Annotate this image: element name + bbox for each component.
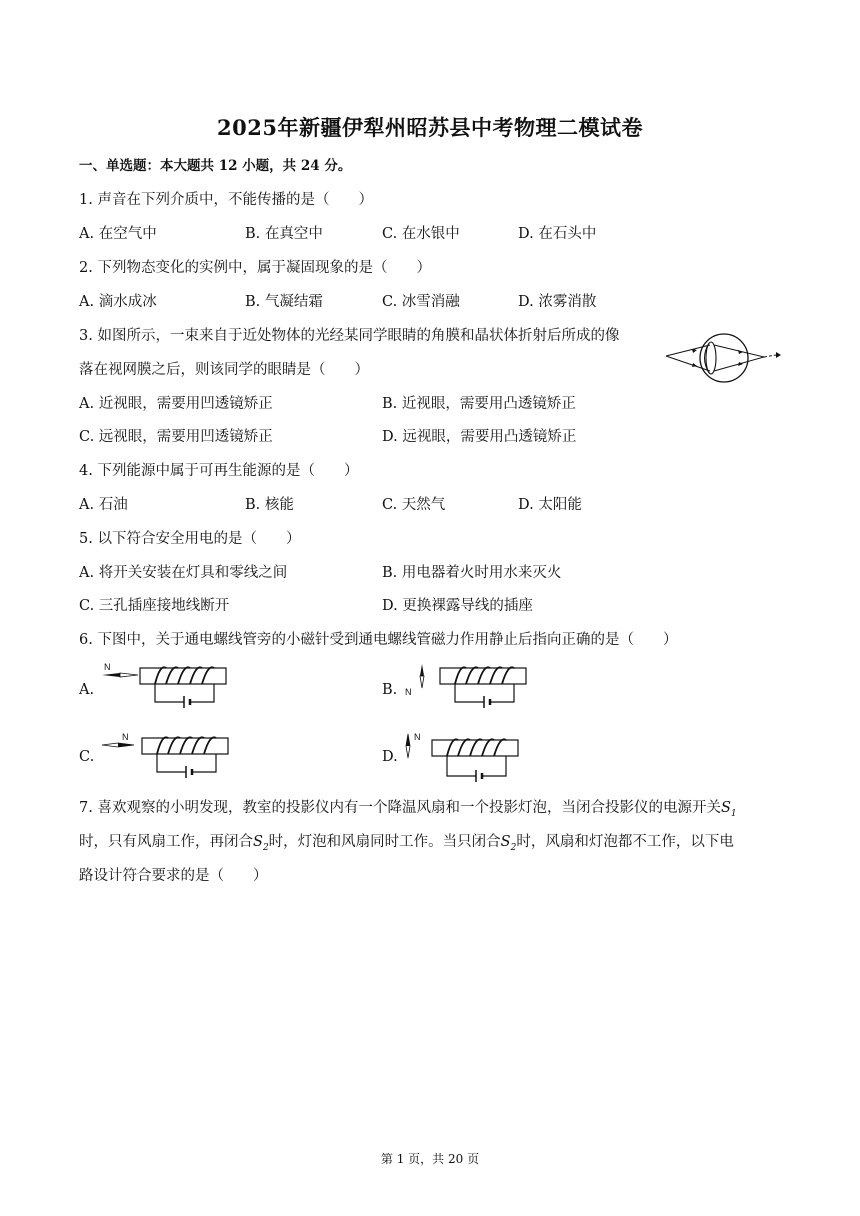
q4-option-d: D. 太阳能 — [518, 497, 582, 513]
q3-option-a: A. 近视眼，需要用凹透镜矫正 — [79, 396, 273, 412]
question-6-stem: 6. 下图中，关于通电螺线管旁的小磁针受到通电螺线管磁力作用静止后指向正确的是（ ） — [79, 632, 678, 648]
q5-option-c: C. 三孔插座接地线断开 — [79, 598, 230, 614]
q1-option-c: C. 在水银中 — [382, 226, 460, 242]
question-3-stem-line2: 落在视网膜之后，则该同学的眼睛是（ ） — [79, 362, 369, 378]
question-3-stem-line1: 3. 如图所示，一束来自于近处物体的光经某同学眼睛的角膜和晶状体折射后所成的像 — [79, 328, 620, 344]
eye-lens-diagram — [664, 330, 784, 386]
q2-option-a: A. 滴水成冰 — [79, 294, 157, 310]
q7-line2-c: 时，风扇和灯泡都不工作，以下电 — [516, 834, 734, 850]
question-7-line1 — [79, 798, 737, 824]
needle-n-label-d: N — [414, 732, 421, 742]
switch-s2-symbol: $S_2$ — [253, 834, 269, 853]
q6-option-b-label: B. — [382, 682, 398, 698]
switch-s2-symbol-2: $S_2$ — [500, 834, 517, 853]
q6-option-d-label: D. — [382, 749, 398, 765]
q6-solenoid-c — [100, 730, 232, 782]
question-2-stem: 2. 下列物态变化的实例中，属于凝固现象的是（ ） — [79, 260, 431, 276]
q2-option-d: D. 浓雾消散 — [518, 294, 597, 310]
q5-option-b: B. 用电器着火时用水来灭火 — [382, 565, 562, 581]
needle-n-label-b: N — [405, 687, 412, 697]
q1-option-b: B. 在真空中 — [245, 226, 323, 242]
question-5-stem: 5. 以下符合安全用电的是（ ） — [79, 531, 301, 547]
page-title: 2025年新疆伊犁州昭苏县中考物理二模试卷 — [217, 115, 643, 140]
q2-option-b: B. 气凝结霜 — [245, 294, 323, 310]
q1-option-d: D. 在石头中 — [518, 226, 597, 242]
q6-solenoid-b — [402, 660, 532, 712]
question-7-line3: 路设计符合要求的是（ ） — [79, 868, 268, 884]
q6-option-a-label: A. — [79, 682, 95, 698]
q7-line1-text: 7. 喜欢观察的小明发现，教室的投影仪内有一个降温风扇和一个投影灯泡，当闭合投影仪的电源开关 — [79, 800, 721, 816]
q5-option-d: D. 更换裸露导线的插座 — [382, 598, 533, 614]
q3-option-b: B. 近视眼，需要用凸透镜矫正 — [382, 396, 576, 412]
needle-n-label-a: N — [104, 662, 111, 672]
q7-line2-a: 时，只有风扇工作，再闭合 — [79, 834, 253, 850]
q4-option-a: A. 石油 — [79, 497, 128, 513]
q3-option-c: C. 远视眼，需要用凹透镜矫正 — [79, 429, 273, 445]
q5-option-a: A. 将开关安装在灯具和零线之间 — [79, 565, 288, 581]
section-heading: 一、单选题：本大题共 12 小题，共 24 分。 — [79, 158, 352, 174]
q6-option-c-label: C. — [79, 749, 95, 765]
q6-solenoid-a — [100, 660, 230, 712]
q1-option-a: A. 在空气中 — [79, 226, 157, 242]
q7-line2-b: 时，灯泡和风扇同时工作。当只闭合 — [268, 834, 501, 850]
page-footer: 第 1 页，共 20 页 — [380, 1152, 480, 1166]
q2-option-c: C. 冰雪消融 — [382, 294, 460, 310]
q4-option-b: B. 核能 — [245, 497, 294, 513]
q6-solenoid-d — [400, 730, 530, 786]
needle-n-label-c: N — [122, 732, 129, 742]
switch-s1-symbol: $S_1$ — [720, 800, 737, 819]
question-4-stem: 4. 下列能源中属于可再生能源的是（ ） — [79, 463, 359, 479]
q3-option-d: D. 远视眼，需要用凸透镜矫正 — [382, 429, 577, 445]
question-1-stem: 1. 声音在下列介质中，不能传播的是（ ） — [79, 192, 373, 208]
question-7-line2 — [79, 832, 734, 858]
q4-option-c: C. 天然气 — [382, 497, 446, 513]
